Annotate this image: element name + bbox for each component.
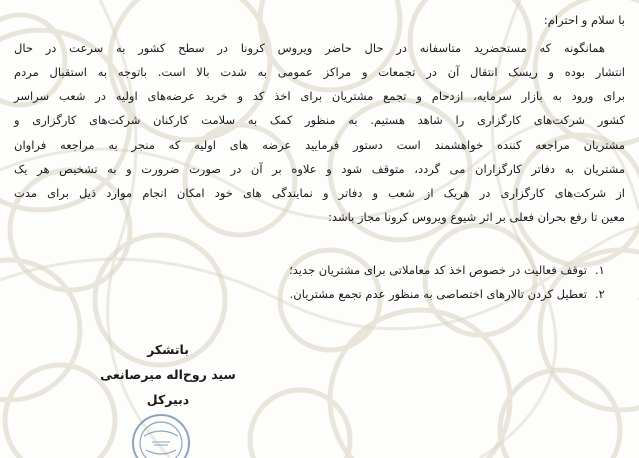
list-item-number: ۱.	[595, 263, 605, 277]
signatory-name: سید روح‌اله میرصانعی	[100, 367, 236, 382]
list-item	[289, 260, 605, 280]
body-line: همانگونه که مستحضرید متاسفانه در حال حاضر ویروس کرونا در سطح کشور به سرعت در حال	[14, 41, 605, 55]
body-line: مشتریان به دفاتر کارگزاران می گردد، متوقف شود و علاوه بر آن در صورت ضرورت و به تشخیص هر یک	[14, 162, 625, 176]
signatory-title: دبیرکل	[146, 392, 190, 407]
list-item-number: ۲.	[595, 287, 605, 301]
list-item	[289, 284, 605, 304]
signature-closing: باتشکر	[147, 342, 189, 357]
list-item-text: تعطیل کردن تالارهای اختصاصی به منظور عدم تجمع مشتریان.	[289, 287, 587, 301]
letter-greeting: با سلام و احترام:	[543, 13, 625, 27]
body-line: برای ورود به بازار سرمایه، ازدحام و تجمع مشتریان برای اخذ کد و خرید عرضه‌های اولیه در شعب سراسر	[14, 89, 625, 103]
body-line: مشتریان مراجعه کننده خواهشمند است دستور فرمایید عرضه های اولیه که منجر به مراجعه فراوان	[14, 138, 625, 152]
round-seal-icon	[130, 412, 192, 458]
body-line: معین تا رفع بحران فعلی بر اثر شیوع ویروس کرونا مجاز باشد:	[328, 210, 625, 224]
list-item-text: توقف فعالیت در خصوص اخذ کد معاملاتی برای مشتریان جدید؛	[289, 263, 587, 277]
body-line: انتشار بوده و ریسک انتقال آن در تجمعات و مراکز عمومی به شدت بالا است. باتوجه به استقبال مردم	[14, 65, 625, 79]
body-line: از شرکت‌های کارگزاری در هریک از شعب و دفاتر و نمایندگی های خود امکان انجام موارد ذیل برای مدت	[14, 186, 625, 200]
body-line: کشور شرکت‌های کارگزاری را شاهد هستیم. به منظور کمک به سلامت کارکنان شرکت‌های کارگزاری و	[14, 113, 625, 127]
